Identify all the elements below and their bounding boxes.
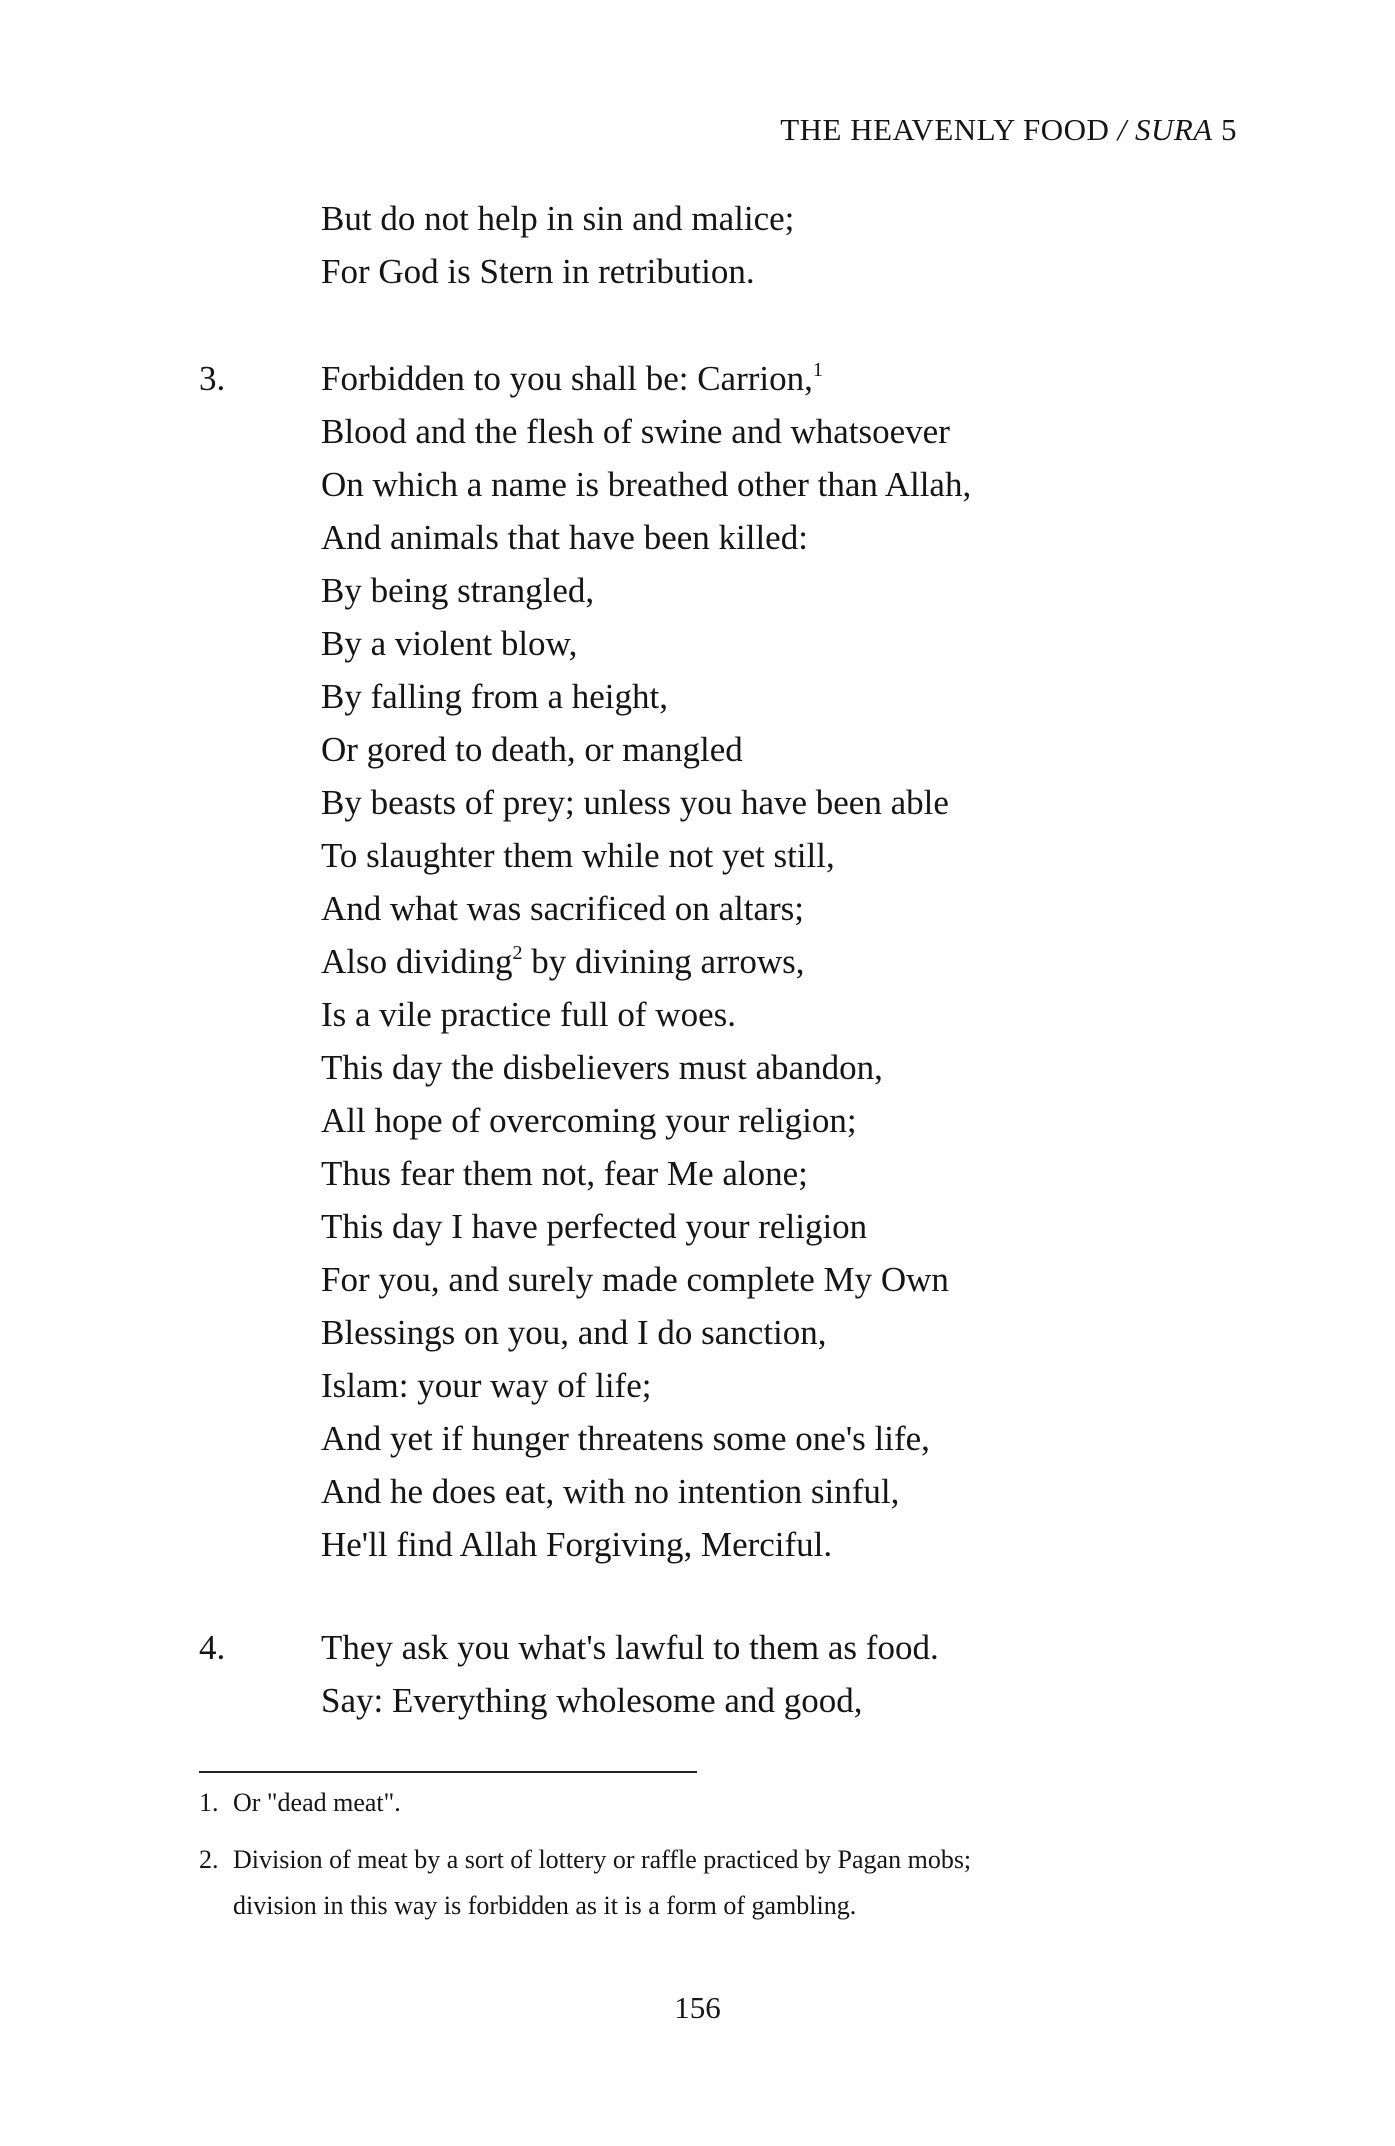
sura-number: 5 bbox=[1221, 112, 1237, 147]
verse-line: On which a name is breathed other than Allah, bbox=[321, 465, 972, 504]
footnote-rule bbox=[199, 1771, 697, 1773]
verse-line: For you, and surely made complete My Own bbox=[321, 1260, 949, 1299]
chapter-title: THE HEAVENLY FOOD bbox=[780, 112, 1110, 147]
verse-line: Blood and the flesh of swine and whatsoever bbox=[321, 412, 950, 451]
footnote-text: Division of meat by a sort of lottery or raffle practiced by Pagan mobs; bbox=[233, 1845, 972, 1874]
verse-line: By beasts of prey; unless you have been able bbox=[321, 783, 949, 822]
verse-number: 4. bbox=[199, 1628, 226, 1667]
verse-line: Thus fear them not, fear Me alone; bbox=[321, 1154, 808, 1193]
footnote-text-continuation: division in this way is forbidden as it is a form of gambling. bbox=[233, 1891, 857, 1920]
footnote-number: 2. bbox=[199, 1845, 219, 1874]
verse-line: And what was sacrificed on altars; bbox=[321, 889, 805, 928]
verse-line: Or gored to death, or mangled bbox=[321, 730, 743, 769]
verse-lines bbox=[321, 192, 794, 298]
verse-line: To slaughter them while not yet still, bbox=[321, 836, 835, 875]
page-number: 156 bbox=[674, 1990, 721, 2025]
footnote-mark: 2 bbox=[512, 942, 523, 964]
verse-line: All hope of overcoming your religion; bbox=[321, 1101, 857, 1140]
verse-line: And yet if hunger threatens some one's life, bbox=[321, 1419, 930, 1458]
footnote-mark: 1 bbox=[812, 359, 823, 381]
verse-line: This day the disbelievers must abandon, bbox=[321, 1048, 883, 1087]
verse-line: This day I have perfected your religion bbox=[321, 1207, 868, 1246]
verse-number: 3. bbox=[199, 359, 226, 398]
verse-line: They ask you what's lawful to them as food. bbox=[321, 1628, 939, 1667]
verse-line: He'll find Allah Forgiving, Merciful. bbox=[321, 1525, 833, 1564]
verse-line: Blessings on you, and I do sanction, bbox=[321, 1313, 827, 1352]
verse-line: Forbidden to you shall be: Carrion,$^1$ bbox=[321, 359, 823, 398]
sura-label: SURA bbox=[1134, 112, 1213, 147]
verse-line: Say: Everything wholesome and good, bbox=[321, 1681, 863, 1720]
verse-line: Also dividing$^2$ by divining arrows, bbox=[321, 942, 805, 981]
footnote-number: 1. bbox=[199, 1788, 219, 1817]
verse-line: By a violent blow, bbox=[321, 624, 578, 663]
verse-line: Islam: your way of life; bbox=[321, 1366, 652, 1405]
running-head-separator: / bbox=[1117, 112, 1127, 147]
footnote-2 bbox=[199, 1837, 971, 1929]
verse-line: By falling from a height, bbox=[321, 677, 669, 716]
verse-line: By being strangled, bbox=[321, 571, 595, 610]
running-head bbox=[780, 112, 1237, 148]
verse-line: And animals that have been killed: bbox=[321, 518, 808, 557]
footnote-text: Or "dead meat". bbox=[233, 1788, 401, 1817]
verse-line: But do not help in sin and malice; bbox=[321, 199, 795, 238]
verse-lines bbox=[321, 352, 971, 1571]
footnote-1 bbox=[199, 1780, 401, 1826]
verse-line: For God is Stern in retribution. bbox=[321, 252, 755, 291]
verse-line: Is a vile practice full of woes. bbox=[321, 995, 736, 1034]
verse-lines bbox=[321, 1621, 939, 1727]
verse-line: And he does eat, with no intention sinful, bbox=[321, 1472, 900, 1511]
